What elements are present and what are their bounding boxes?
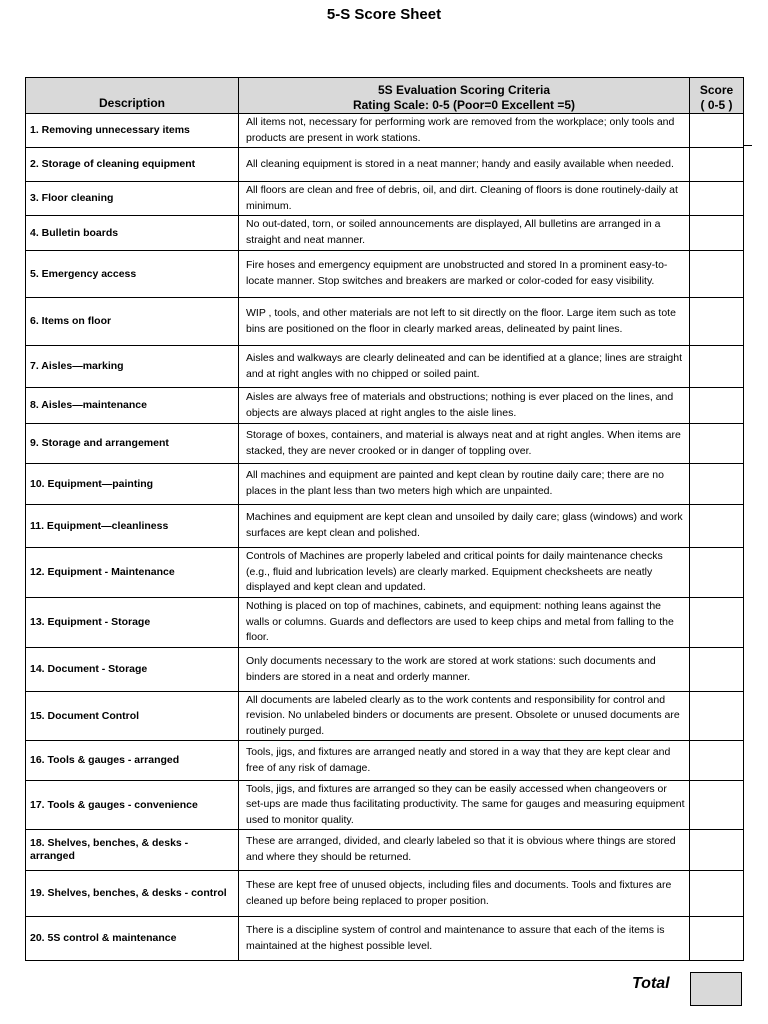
- row-description: 16. Tools & gauges - arranged: [26, 741, 239, 781]
- row-score-field[interactable]: [690, 692, 744, 741]
- row-criteria: Machines and equipment are kept clean and unsoiled by daily care; glass (windows) and work surfaces are kept clean and polished.: [239, 505, 690, 548]
- row-description: 8. Aisles—maintenance: [26, 388, 239, 424]
- row-description: 5. Emergency access: [26, 251, 239, 298]
- row-description: 18. Shelves, benches, & desks - arranged: [26, 830, 239, 871]
- row-criteria: All items not, necessary for performing work are removed from the workplace; only tools and products are present in work stations.: [239, 114, 690, 148]
- row-criteria: Aisles and walkways are clearly delineated and can be identified at a glance; lines are straight and at right angles with no chipped or soiled paint.: [239, 346, 690, 388]
- row-description: 15. Document Control: [26, 692, 239, 741]
- row-score-field[interactable]: [690, 598, 744, 648]
- row-score-field[interactable]: [690, 148, 744, 182]
- row-criteria: All machines and equipment are painted and kept clean by routine daily care; there are no places in the plant less than two meters high which are unpainted.: [239, 464, 690, 505]
- row-criteria: There is a discipline system of control and maintenance to assure that each of the items is maintained at the highest possible level.: [239, 917, 690, 961]
- row-description: 14. Document - Storage: [26, 648, 239, 692]
- column-header-criteria: [239, 78, 690, 114]
- row-description: 13. Equipment - Storage: [26, 598, 239, 648]
- row-criteria: All floors are clean and free of debris, oil, and dirt. Cleaning of floors is done routinely-daily at minimum.: [239, 182, 690, 216]
- row-description: 6. Items on floor: [26, 298, 239, 346]
- table-row: [26, 598, 744, 648]
- row-criteria: All documents are labeled clearly as to the work contents and responsibility for control and revision. No unlabeled binders or documents are present. Obsolete or unused documents are routinely purged.: [239, 692, 690, 741]
- table-row: [26, 781, 744, 830]
- row-description: 4. Bulletin boards: [26, 216, 239, 251]
- criteria-header-scale: Rating Scale: 0-5 (Poor=0 Excellent =5): [352, 98, 576, 112]
- total-score-field[interactable]: [690, 972, 742, 1006]
- table-row: [26, 346, 744, 388]
- table-row: [26, 298, 744, 346]
- table-row: [26, 464, 744, 505]
- row-criteria: These are arranged, divided, and clearly labeled so that it is obvious where things are stored and where they should be returned.: [239, 830, 690, 871]
- total-label: Total: [632, 975, 670, 992]
- row-description: 2. Storage of cleaning equipment: [26, 148, 239, 182]
- row-description: 9. Storage and arrangement: [26, 424, 239, 464]
- row-score-field[interactable]: [690, 251, 744, 298]
- row-criteria: Storage of boxes, containers, and material is always neat and at right angles. When items are stacked, they are never crooked or in danger of toppling over.: [239, 424, 690, 464]
- row-criteria: All cleaning equipment is stored in a neat manner; handy and easily available when needed.: [239, 148, 690, 182]
- table-row: [26, 548, 744, 598]
- row-score-field[interactable]: [690, 548, 744, 598]
- row-criteria: Aisles are always free of materials and obstructions; nothing is ever placed on the lines, and objects are always placed at right angles to the aisle lines.: [239, 388, 690, 424]
- table-row: [26, 917, 744, 961]
- table-row: [26, 830, 744, 871]
- row-description: 1. Removing unnecessary items: [26, 114, 239, 148]
- table-row: [26, 182, 744, 216]
- row-score-field[interactable]: [690, 216, 744, 251]
- row-criteria: Fire hoses and emergency equipment are unobstructed and stored In a prominent easy-to-locate manner. Stop switches and breakers are marked or color-coded for easy visibility.: [239, 251, 690, 298]
- table-row: [26, 251, 744, 298]
- row-description: 20. 5S control & maintenance: [26, 917, 239, 961]
- row-criteria: Only documents necessary to the work are stored at work stations: such documents and binders are stored in a neat and orderly manner.: [239, 648, 690, 692]
- page-title: 5-S Score Sheet: [326, 6, 442, 23]
- score-header-title: Score: [699, 83, 734, 97]
- table-row: [26, 692, 744, 741]
- column-header-description: Description: [26, 78, 239, 114]
- row-score-field[interactable]: [690, 388, 744, 424]
- row-criteria: Tools, jigs, and fixtures are arranged neatly and stored in a way that they are kept clear and free of any risk of damage.: [239, 741, 690, 781]
- table-row: [26, 741, 744, 781]
- table-row: [26, 114, 744, 148]
- row-score-field[interactable]: [690, 781, 744, 830]
- row-criteria: Nothing is placed on top of machines, cabinets, and equipment: nothing leans against the walls or columns. Guards and deflectors are used to keep chips and metal from falling to the floor.: [239, 598, 690, 648]
- row-description: 10. Equipment—painting: [26, 464, 239, 505]
- row-score-field[interactable]: [690, 830, 744, 871]
- row-score-field[interactable]: [690, 648, 744, 692]
- row-score-field[interactable]: [690, 871, 744, 917]
- row-score-field[interactable]: [690, 917, 744, 961]
- row-criteria: Controls of Machines are properly labeled and critical points for daily maintenance checks (e.g., fluid and lubrication levels) are clearly marked. Equipment checksheets are neatly displayed and kept clean and updated.: [239, 548, 690, 598]
- table-row: [26, 424, 744, 464]
- table-row: [26, 505, 744, 548]
- row-criteria: These are kept free of unused objects, including files and documents. Tools and fixtures are cleaned up before being replaced to proper position.: [239, 871, 690, 917]
- table-header-row: [26, 78, 744, 114]
- table-row: [26, 216, 744, 251]
- row-description: 7. Aisles—marking: [26, 346, 239, 388]
- row-score-field[interactable]: [690, 505, 744, 548]
- row-description: 3. Floor cleaning: [26, 182, 239, 216]
- table-row: [26, 648, 744, 692]
- row-score-field[interactable]: [690, 182, 744, 216]
- row-criteria: WIP , tools, and other materials are not left to sit directly on the floor. Large item such as tote bins are positioned on the floor in clearly marked areas, delineated by paint lines.: [239, 298, 690, 346]
- row-score-field[interactable]: [690, 464, 744, 505]
- score-header-range: ( 0-5 ): [700, 98, 733, 112]
- score-table: [25, 77, 744, 961]
- table-body: [26, 114, 744, 961]
- row-criteria: Tools, jigs, and fixtures are arranged so they can be easily accessed when changeovers or set-ups are made thus facilitating productivity. The same for gauges and measuring equipment used to monitor quality.: [239, 781, 690, 830]
- row-score-field[interactable]: [690, 424, 744, 464]
- table-row: [26, 388, 744, 424]
- table-edge-mark: [743, 145, 752, 146]
- table-row: [26, 871, 744, 917]
- row-score-field[interactable]: [690, 114, 744, 148]
- row-description: 12. Equipment - Maintenance: [26, 548, 239, 598]
- row-score-field[interactable]: [690, 346, 744, 388]
- row-score-field[interactable]: [690, 298, 744, 346]
- row-criteria: No out-dated, torn, or soiled announcements are displayed, All bulletins are arranged in a straight and neat manner.: [239, 216, 690, 251]
- column-header-score: [690, 78, 744, 114]
- row-description: 19. Shelves, benches, & desks - control: [26, 871, 239, 917]
- row-description: 17. Tools & gauges - convenience: [26, 781, 239, 830]
- table-row: [26, 148, 744, 182]
- criteria-header-title: 5S Evaluation Scoring Criteria: [377, 83, 551, 97]
- row-description: 11. Equipment—cleanliness: [26, 505, 239, 548]
- row-score-field[interactable]: [690, 741, 744, 781]
